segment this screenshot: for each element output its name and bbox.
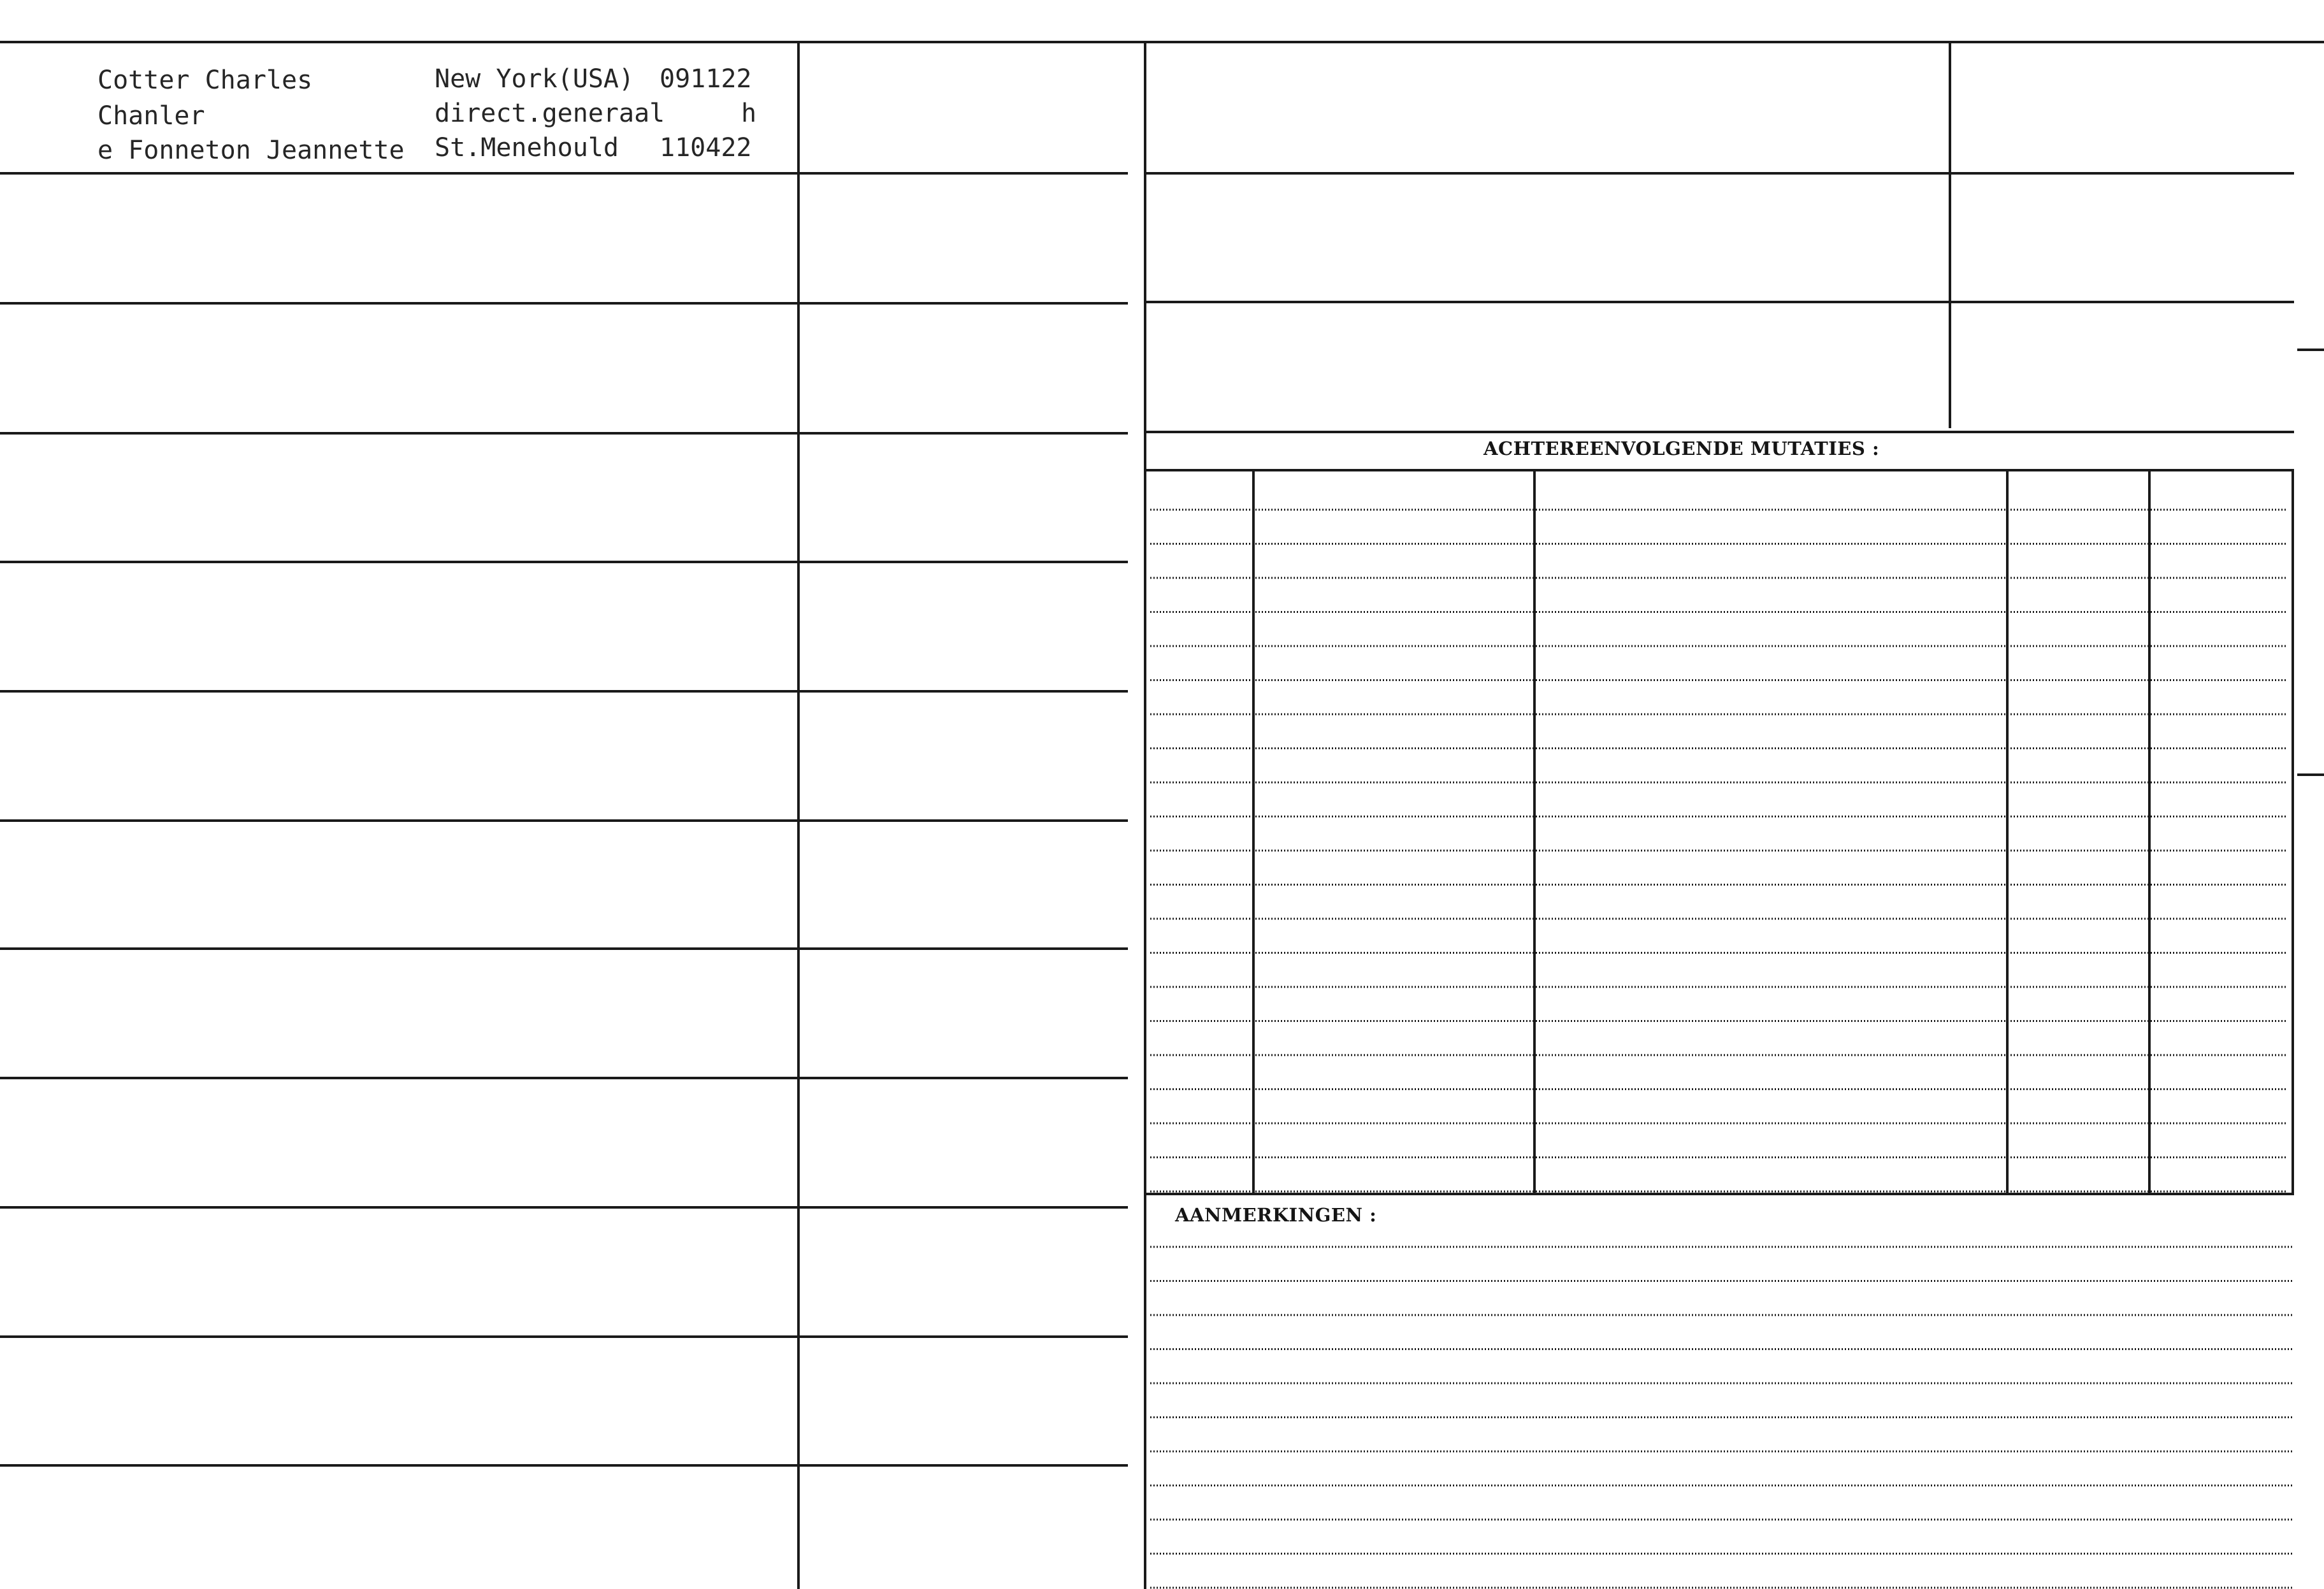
remark-ruled-lines bbox=[1150, 1247, 2294, 1588]
mutations-heading: ACHTEREENVOLGENDE MUTATIES : bbox=[1478, 440, 1884, 458]
mutation-ruled-lines bbox=[1150, 510, 2288, 1191]
remarks-heading: AANMERKINGEN : bbox=[1173, 1206, 1379, 1225]
occupation: direct.generaal bbox=[435, 99, 665, 128]
spouse-name: e Fonneton Jeannette bbox=[97, 136, 405, 165]
birth-place: New York(USA) bbox=[435, 64, 635, 94]
form-solid-lines bbox=[0, 42, 2324, 1589]
person-name: Cotter Charles bbox=[97, 66, 313, 95]
occupation-suffix: h bbox=[741, 99, 757, 128]
person-name-continued: Chanler bbox=[97, 101, 205, 131]
spouse-birth-place: St.Menehould bbox=[435, 133, 619, 162]
spouse-birth-date: 110422 bbox=[660, 133, 752, 162]
birth-date: 091122 bbox=[660, 64, 752, 94]
